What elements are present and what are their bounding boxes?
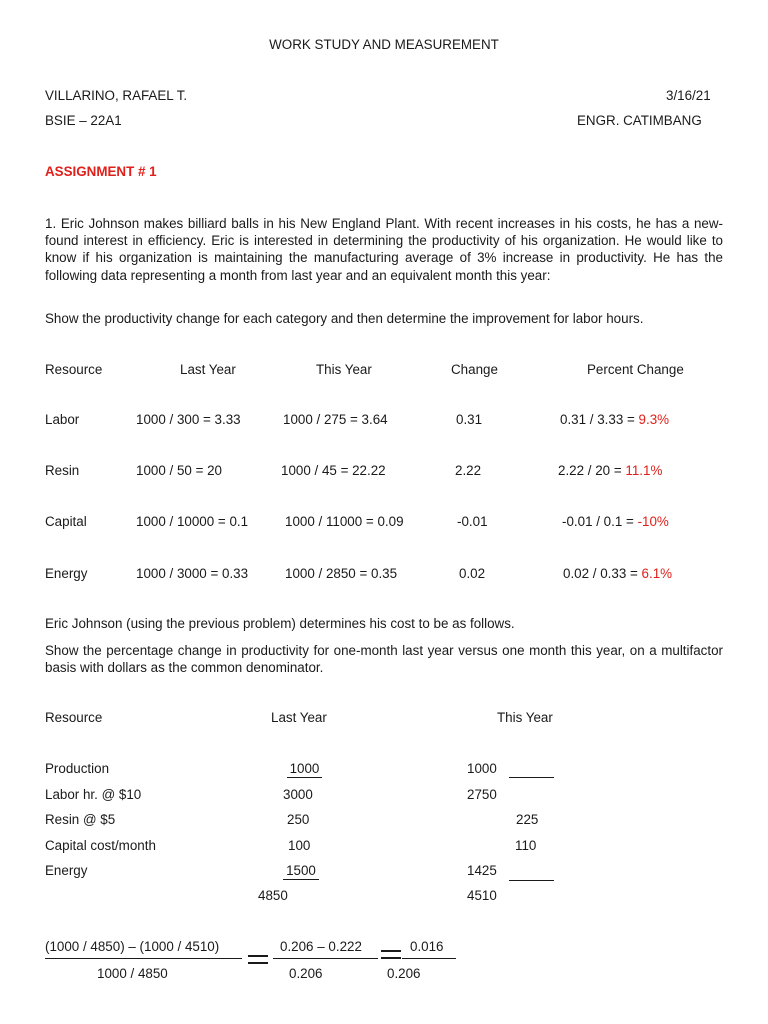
pct-calc: -0.01 / 0.1 = [562,514,638,529]
table-cell: 1000 / 3000 = 0.33 [136,566,249,581]
problem2-instruction: Show the percentage change in productivity for one-month last year versus one month this year, on a multifactor basis with dollars as the common denominator. [45,643,723,676]
fraction2-denominator: 0.206 [289,966,323,981]
pct-calc: 2.22 / 20 = [558,463,626,478]
section: BSIE – 22A1 [45,113,122,128]
table-cell: Labor hr. @ $10 [45,787,142,802]
table-cell: 2.22 [455,463,482,478]
table-cell [281,761,328,776]
table-cell: 250 [287,812,310,827]
table-cell: 0.02 [459,566,486,581]
fraction2-bar [273,958,378,959]
fraction3-denominator: 0.206 [387,966,421,981]
document-title: WORK STUDY AND MEASUREMENT [269,37,499,52]
table-cell: 1000 / 45 = 22.22 [281,463,386,478]
table-cell: 2750 [467,787,497,802]
table-cell: 1000 / 300 = 3.33 [136,412,241,427]
table-cell: 1000 / 11000 = 0.09 [285,514,404,529]
fraction1-denominator: 1000 / 4850 [97,966,168,981]
p1-header-percent-change: Percent Change [587,362,684,377]
p1-header-last-year: Last Year [180,362,236,377]
table-cell: Capital cost/month [45,838,156,853]
total-last-year: 4850 [258,888,288,903]
p1-header-change: Change [451,362,498,377]
problem1-instruction: Show the productivity change for each category and then determine the improvement for labor hours. [45,311,644,326]
fraction1-numerator: (1000 / 4850) – (1000 / 4510) [45,939,220,954]
table-cell: 1000 / 2850 = 0.35 [285,566,398,581]
p2-header-last-year: Last Year [271,710,327,725]
fraction1-bar [45,958,242,959]
table-cell [562,514,669,529]
pct-result: 6.1% [641,566,673,581]
pct-result: 11.1% [625,463,663,478]
table-cell: Resin [45,463,80,478]
table-cell: 1425 [467,863,497,878]
table-cell: 1000 / 50 = 20 [136,463,222,478]
table-cell: Labor [45,412,80,427]
table-cell: Energy [45,566,88,581]
student-name: VILLARINO, RAFAEL T. [45,88,188,103]
table-cell: Capital [45,514,87,529]
table-cell [560,412,669,427]
pct-result: -10% [637,514,669,529]
assignment-title: ASSIGNMENT # 1 [45,164,157,179]
equals-sign [248,955,268,964]
date: 3/16/21 [666,88,711,103]
underlined-value: 1500 [283,863,319,880]
underlined-value: 1000 [287,761,323,778]
table-cell: -0.01 [457,514,488,529]
table-cell: 1000 / 10000 = 0.1 [136,514,249,529]
table-cell: Energy [45,863,88,878]
table-cell [563,566,672,581]
pct-calc: 0.02 / 0.33 = [563,566,642,581]
total-this-year: 4510 [467,888,497,903]
p2-header-resource: Resource [45,710,103,725]
problem2-intro: Eric Johnson (using the previous problem) determines his cost to be as follows. [45,616,515,631]
problem1-text: 1. Eric Johnson makes billiard balls in his New England Plant. With recent increases in his costs, he has a new- found interest in efficiency. Eric is interested in determining the productivity of his organization. He would like to know if his organization is maintaining the manufacturing average of 3% increase in productivity. He has the following data representing a month from last year and an equivalent month this year: [45,216,723,283]
table-cell [558,463,662,478]
table-cell: Resin @ $5 [45,812,116,827]
fraction2-numerator: 0.206 – 0.222 [280,939,362,954]
underline [509,777,554,778]
instructor: ENGR. CATIMBANG [577,113,702,128]
table-cell: 1000 / 275 = 3.64 [283,412,388,427]
table-cell: 110 [515,838,537,853]
fraction3-numerator: 0.016 [410,939,444,954]
table-cell: 0.31 [456,412,483,427]
table-cell: 3000 [283,787,313,802]
p1-header-this-year: This Year [316,362,372,377]
table-cell [279,863,323,878]
pct-calc: 0.31 / 3.33 = [560,412,639,427]
fraction3-bar [402,958,456,959]
table-cell: 100 [288,838,311,853]
underline [509,880,554,881]
p2-header-this-year: This Year [497,710,553,725]
p1-header-resource: Resource [45,362,103,377]
table-cell: 225 [516,812,539,827]
pct-result: 9.3% [638,412,670,427]
table-cell: Production [45,761,110,776]
equals-sign [381,950,401,959]
table-cell: 1000 [467,761,497,776]
